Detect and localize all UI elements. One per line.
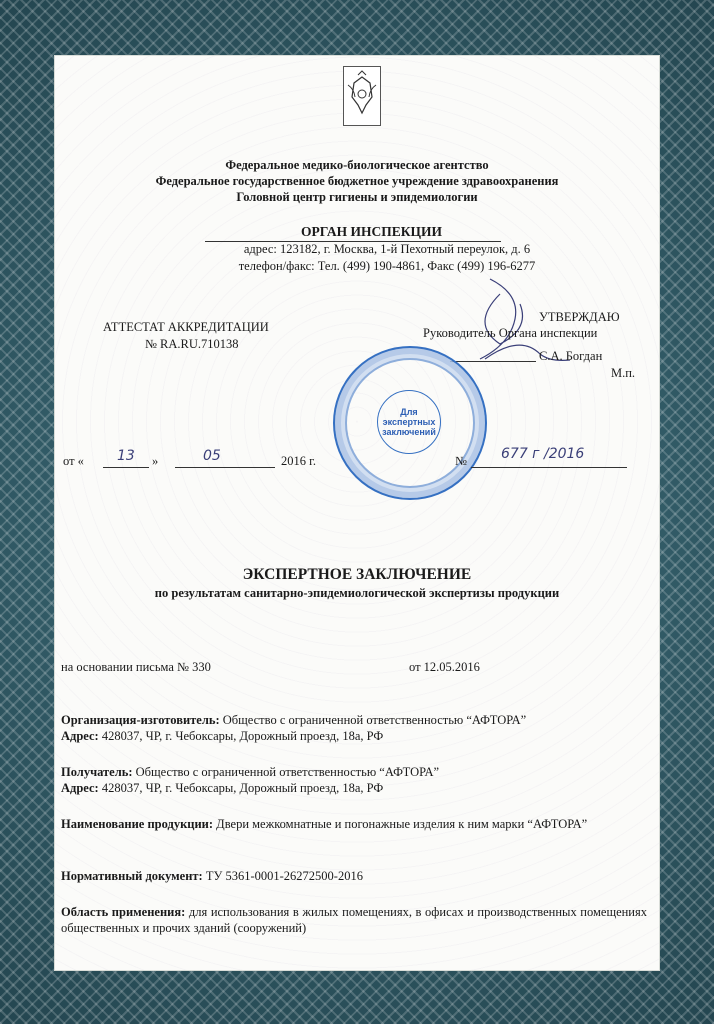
date-prefix: от « xyxy=(63,454,84,468)
address2-value: 428037, ЧР, г. Чебоксары, Дорожный проезд, 18а, РФ xyxy=(98,781,384,795)
month-line xyxy=(175,467,275,468)
basis-date: от 12.05.2016 xyxy=(409,660,480,674)
organ-phone: телефон/факс: Тел. (499) 190-4861, Факс (499) 196-6277 xyxy=(238,259,536,273)
center-name: Головной центр гигиены и эпидемиологии xyxy=(236,190,478,204)
address-value: 428037, ЧР, г. Чебоксары, Дорожный проезд, 18а, РФ xyxy=(98,729,384,743)
coat-of-arms-emblem xyxy=(343,66,381,126)
normdoc-label: Нормативный документ: xyxy=(61,869,203,883)
recipient-value: Общество с ограниченной ответственностью “АФТОРА” xyxy=(132,765,440,779)
accreditation-title: АТТЕСТАТ АККРЕДИТАЦИИ xyxy=(103,320,269,334)
product-value: Двери межкомнатные и погонажные изделия к ним марки “АФТОРА” xyxy=(213,817,588,831)
scope-value: для использования в жилых помещениях, в офисах и производственных помещениях общественных и прочих зданий (сооружений) xyxy=(61,905,647,935)
manufacturer-address-row xyxy=(61,728,647,744)
date-mid: » xyxy=(152,454,159,468)
scope-row xyxy=(61,904,647,936)
manufacturer-label: Организация-изготовитель: xyxy=(61,713,220,727)
basis-text: на основании письма № 330 xyxy=(61,660,211,674)
normdoc-value: ТУ 5361-0001-26272500-2016 xyxy=(202,869,363,883)
product-row xyxy=(61,816,647,832)
address2-label: Адрес: xyxy=(61,781,99,795)
document-sheet xyxy=(55,56,659,970)
approver-name: С.А. Богдан xyxy=(539,349,603,363)
date-year: 2016 г. xyxy=(281,454,316,468)
signature-line xyxy=(450,361,536,362)
approve-title: УТВЕРЖДАЮ xyxy=(539,310,620,324)
number-label: № xyxy=(455,454,467,468)
manufacturer-value: Общество с ограниченной ответственностью “АФТОРА” xyxy=(219,713,527,727)
normdoc-row xyxy=(61,868,647,884)
manufacturer-row xyxy=(61,712,647,728)
stamp-center xyxy=(377,390,441,454)
seal-place-label: М.п. xyxy=(611,366,636,380)
day-line xyxy=(103,467,149,468)
number-line xyxy=(471,467,627,468)
organ-address: адрес: 123182, г. Москва, 1-й Пехотный переулок, д. 6 xyxy=(243,242,531,256)
stamp-center-text: Для экспертных заключений xyxy=(382,407,436,437)
document-subtitle: по результатам санитарно-эпидемиологической экспертизы продукции xyxy=(154,586,560,600)
round-stamp xyxy=(333,346,487,500)
document-title: ЭКСПЕРТНОЕ ЗАКЛЮЧЕНИЕ xyxy=(242,566,472,583)
institution-name: Федеральное государственное бюджетное учреждение здравоохранения xyxy=(155,174,559,188)
product-label: Наименование продукции: xyxy=(61,817,214,831)
accreditation-number: № RA.RU.710138 xyxy=(145,337,239,351)
recipient-address-row xyxy=(61,780,647,796)
approve-position: Руководитель Органа инспекции xyxy=(423,326,598,340)
recipient-label: Получатель: xyxy=(61,765,133,779)
date-day: 13 xyxy=(117,448,135,464)
scope-label: Область применения: xyxy=(61,905,186,919)
organ-title: ОРГАН ИНСПЕКЦИИ xyxy=(301,224,443,239)
address-label: Адрес: xyxy=(61,729,99,743)
document-number: 677 г /2016 xyxy=(501,446,585,462)
recipient-row xyxy=(61,764,647,780)
date-month: 05 xyxy=(203,448,221,464)
agency-name: Федеральное медико-биологическое агентство xyxy=(225,158,489,172)
